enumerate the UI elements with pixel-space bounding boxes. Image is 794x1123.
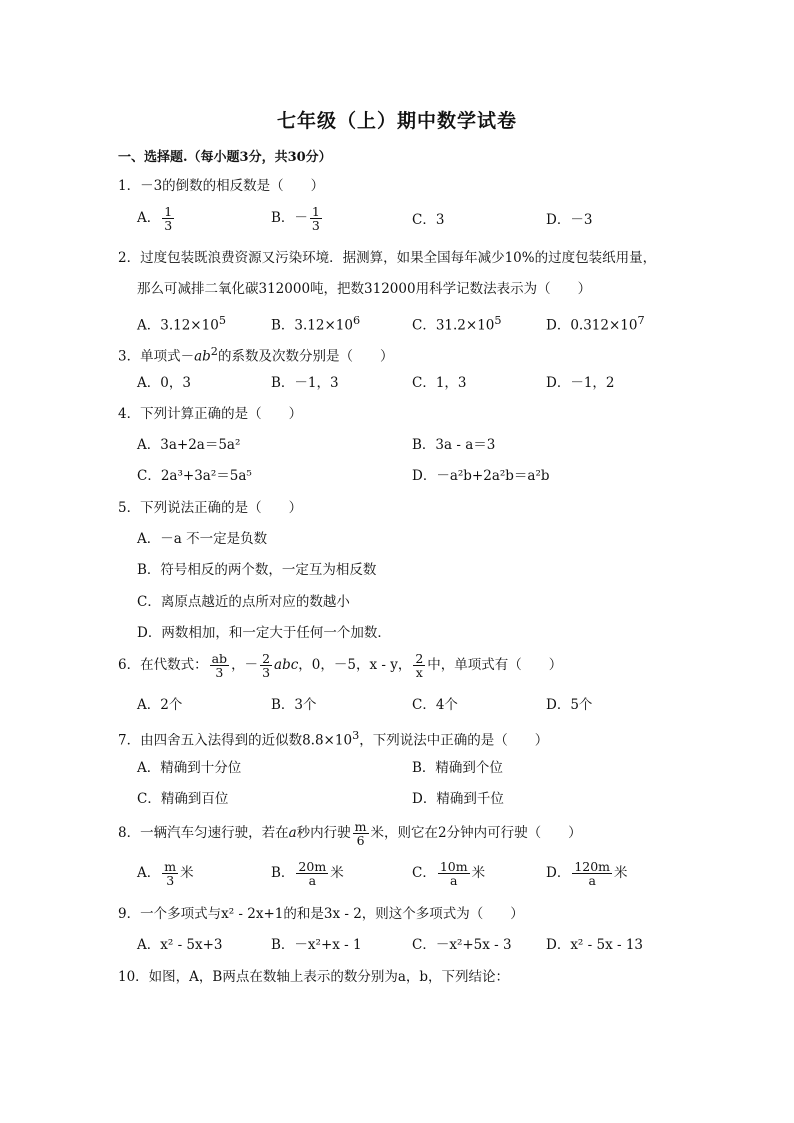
fraction (353, 820, 369, 847)
exponent: 5 (494, 314, 502, 327)
fraction-denominator: 3 (262, 665, 271, 681)
exponent: 3 (352, 729, 360, 742)
fraction-numerator: 1 (164, 204, 173, 219)
question-6-option-c: C．4个 (412, 697, 458, 713)
question-3-option-d: D．－1，2 (546, 375, 615, 391)
question-7-option-a: A．精确到十分位 (137, 760, 242, 776)
question-4-option-d: D．－a²b+2a²b＝a²b (412, 468, 550, 484)
question-7-stem (118, 726, 548, 751)
question-2-option-c (412, 311, 502, 336)
fraction-denominator: 3 (164, 218, 173, 234)
exponent: 7 (637, 314, 645, 327)
stem-text: ，下列说法中正确的是（ ） (359, 732, 549, 749)
fraction-denominator: a (450, 873, 458, 889)
fraction-numerator: 20m (298, 859, 327, 874)
question-7-option-b: B．精确到个位 (412, 760, 503, 776)
fraction-denominator: 3 (166, 873, 175, 889)
stem-text: 中，单项式有（ ） (427, 657, 563, 674)
fraction (260, 652, 272, 679)
fraction-denominator: x (415, 665, 423, 681)
question-2-stem-line1: 2．过度包装既浪费资源又污染环境．据测算，如果全国每年减少10%的过度包装纸用量， (118, 250, 657, 266)
stem-text: ，－ (231, 657, 259, 674)
question-8-option-a (137, 860, 194, 887)
fraction (162, 205, 174, 232)
fraction (310, 205, 322, 232)
question-1-option-d: D．－3 (546, 212, 593, 228)
question-9-option-b: B．－x²+x - 1 (271, 937, 362, 953)
stem-text: 的系数及次数分别是（ ） (217, 348, 394, 365)
fraction-denominator: 3 (311, 218, 320, 234)
question-7-option-d: D．精确到千位 (412, 791, 504, 807)
section-title: 一、选择题.（每小题3分，共30分） (118, 150, 332, 165)
question-2-option-d (546, 311, 645, 336)
question-6-option-b: B．3个 (271, 697, 317, 713)
question-8-option-c (412, 860, 485, 887)
stem-text: ，0，－5，x - y， (298, 657, 412, 674)
option-label: B．－ (271, 210, 308, 227)
stem-text: 秒内行驶 (296, 825, 351, 842)
variable: abc (274, 657, 299, 674)
fraction-numerator: m (164, 859, 177, 874)
stem-text: 3．单项式－ (118, 348, 195, 365)
question-4-option-c: C．2a³+3a²＝5a⁵ (137, 468, 252, 484)
question-9-option-c: C．－x²+5x - 3 (412, 937, 512, 953)
question-3-option-c: C．1，3 (412, 375, 467, 391)
fraction-denominator: a (588, 873, 596, 889)
question-2-option-a (137, 311, 226, 336)
question-5-option-b: B．符号相反的两个数，一定互为相反数 (137, 562, 377, 578)
fraction (438, 860, 470, 887)
question-2-stem-line2: 那么可减排二氧化碳312000吨，把数312000用科学记数法表示为（ ） (137, 281, 592, 297)
question-3-option-a: A．0，3 (137, 375, 191, 391)
fraction-numerator: 120m (574, 859, 611, 874)
question-5-option-d: D．两数相加，和一定大于任何一个加数． (137, 625, 391, 641)
question-9-stem: 9．一个多项式与x² - 2x+1的和是3x - 2，则这个多项式为（ ） (118, 906, 524, 922)
fraction-numerator: 10m (439, 859, 468, 874)
fraction-denominator: 3 (215, 665, 224, 681)
stem-text: 7．由四舍五入法得到的近似数8.8×10 (118, 732, 353, 749)
fraction (296, 860, 328, 887)
fraction-numerator: 1 (311, 204, 320, 219)
question-6-option-d: D．5个 (546, 697, 593, 713)
question-3-stem (118, 342, 393, 367)
question-3-option-b: B．－1，3 (271, 375, 339, 391)
option-text: A．3.12×10 (137, 317, 219, 334)
question-5-option-c: C．离原点越近的点所对应的数越小 (137, 594, 350, 610)
fraction (572, 860, 612, 887)
question-6-option-a: A．2个 (137, 697, 183, 713)
fraction-numerator: ab (211, 651, 228, 666)
question-6-stem (118, 652, 562, 679)
question-9-option-a: A．x² - 5x+3 (137, 937, 223, 953)
exponent: 2 (210, 345, 218, 358)
page-title: 七年级（上）期中数学试卷 (276, 110, 517, 132)
stem-text: 6．在代数式： (118, 657, 208, 674)
fraction (210, 652, 229, 679)
option-text: C．31.2×10 (412, 317, 495, 334)
option-label: C． (412, 865, 436, 882)
question-4-stem: 4．下列计算正确的是（ ） (118, 406, 303, 422)
stem-text: 米，则它在2分钟内可行驶（ ） (370, 825, 582, 842)
stem-text: 8．一辆汽车匀速行驶，若在 (118, 825, 289, 842)
option-text: D．0.312×10 (546, 317, 638, 334)
question-1-option-a (137, 205, 176, 232)
fraction-numerator: 2 (415, 651, 424, 666)
option-label: D． (546, 865, 571, 882)
unit: 米 (471, 865, 486, 882)
variable: ab (194, 348, 211, 365)
question-8-option-d (546, 860, 628, 887)
option-text: B．3.12×10 (271, 317, 353, 334)
option-label: A． (137, 865, 161, 882)
question-4-option-b: B．3a - a＝3 (412, 437, 496, 453)
fraction (413, 652, 425, 679)
fraction-numerator: m (354, 819, 367, 834)
exponent: 6 (352, 314, 361, 327)
question-1-option-c: C．3 (412, 212, 445, 228)
unit: 米 (330, 865, 344, 882)
question-5-stem: 5．下列说法正确的是（ ） (118, 500, 303, 516)
fraction-numerator: 2 (262, 651, 271, 666)
question-1-stem: 1．－3的倒数的相反数是（ ） (118, 178, 325, 194)
question-5-option-a: A．－a 不一定是负数 (137, 531, 268, 547)
fraction-denominator: 6 (356, 833, 365, 849)
option-label: B． (271, 865, 295, 882)
option-label: A． (137, 210, 161, 227)
fraction (162, 860, 178, 887)
question-1-option-b (271, 205, 324, 232)
fraction-denominator: a (308, 873, 317, 889)
question-8-stem (118, 820, 582, 847)
question-7-option-c: C．精确到百位 (137, 791, 229, 807)
question-2-option-b (271, 311, 360, 336)
question-10-stem: 10．如图，A，B两点在数轴上表示的数分别为a，b，下列结论： (118, 969, 510, 985)
exponent: 5 (218, 314, 226, 327)
question-9-option-d: D．x² - 5x - 13 (546, 937, 644, 953)
unit: 米 (614, 865, 628, 882)
unit: 米 (180, 865, 194, 882)
variable: a (288, 825, 297, 842)
question-4-option-a: A．3a+2a＝5a² (137, 437, 241, 453)
question-8-option-b (271, 860, 344, 887)
